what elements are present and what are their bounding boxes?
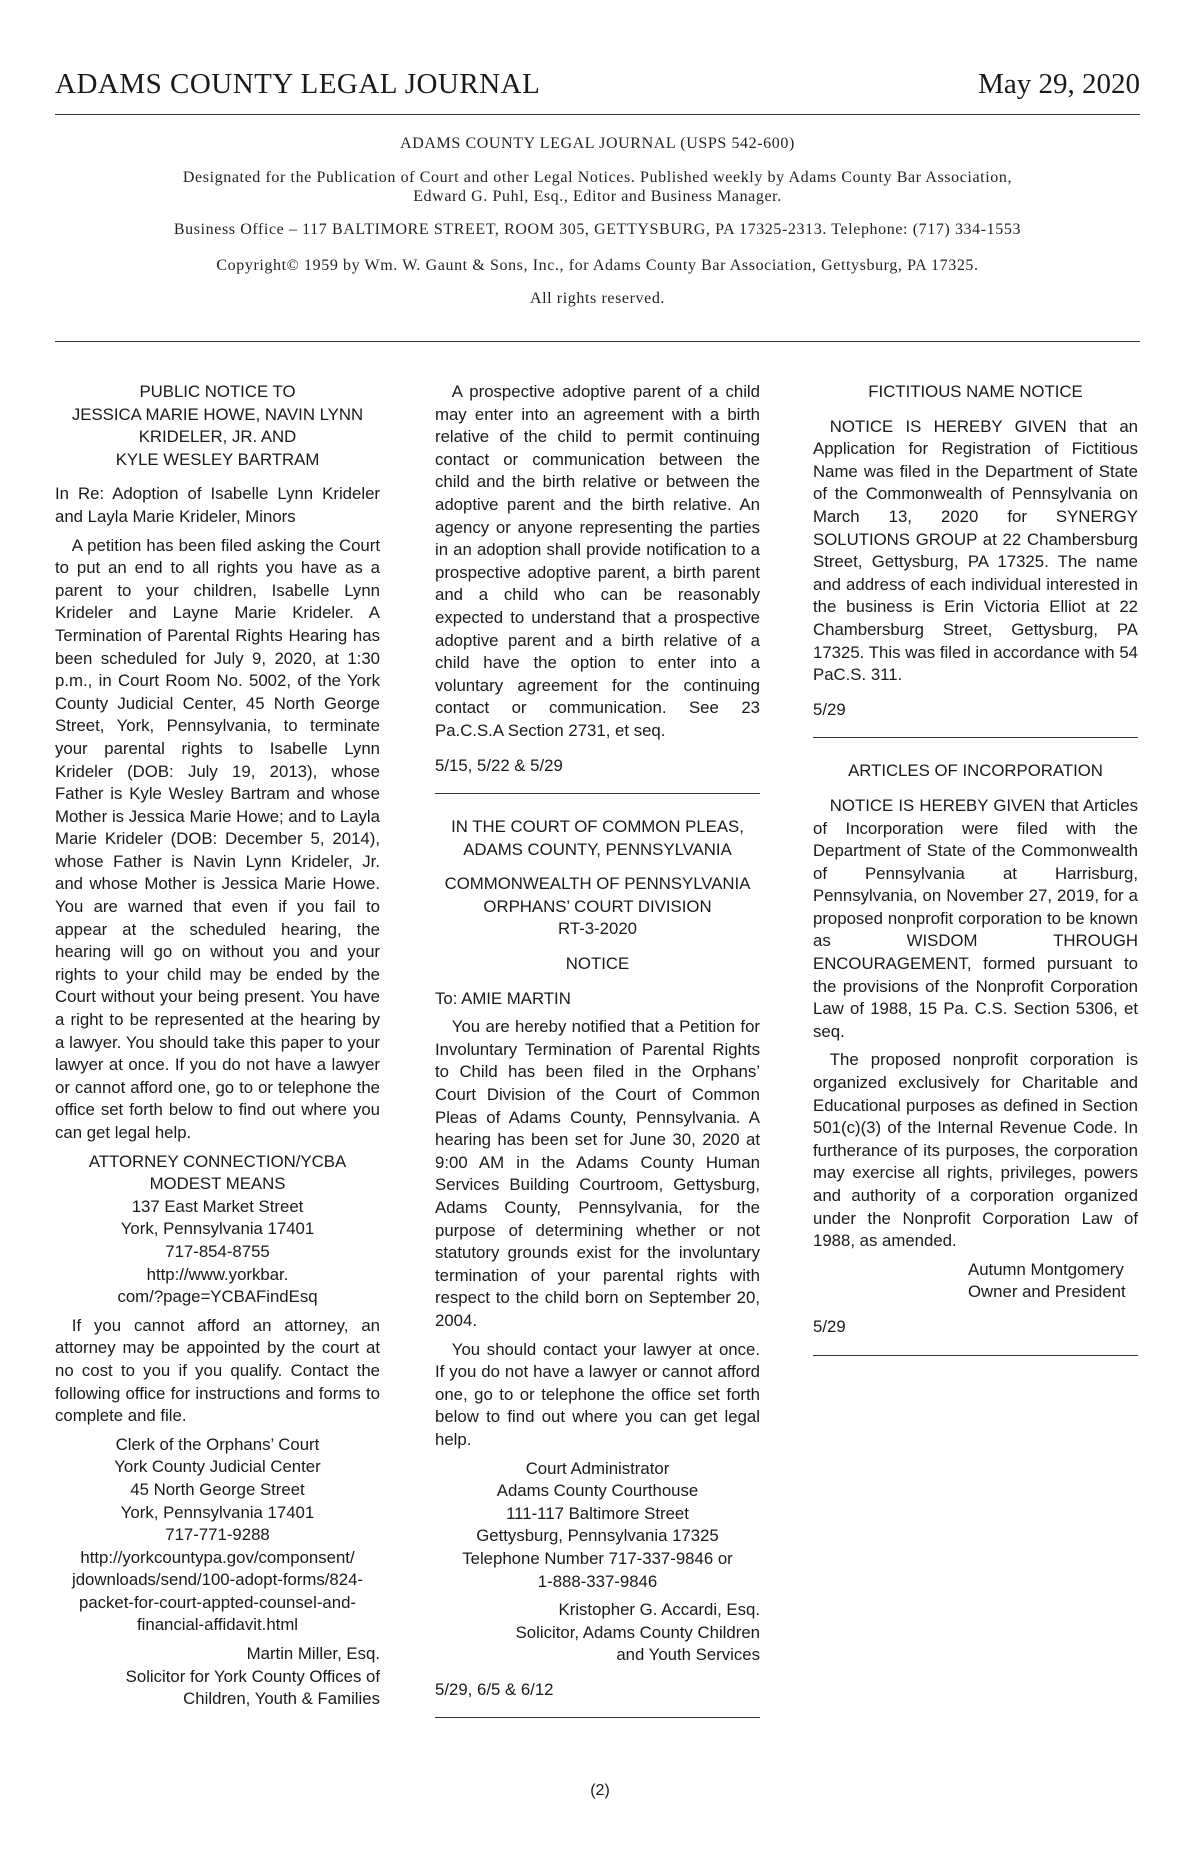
address-line: Adams County Courthouse bbox=[496, 1481, 699, 1501]
heading-line: COMMONWEALTH OF PENNSYLVANIA bbox=[444, 874, 751, 894]
column-1 bbox=[55, 381, 380, 1717]
heading-line: ORPHANS’ COURT DIVISION bbox=[483, 896, 712, 916]
notice-heading: FICTITIOUS NAME NOTICE bbox=[868, 382, 1083, 401]
address-line: Telephone Number 717-337-9846 or bbox=[462, 1548, 733, 1568]
signature-block bbox=[813, 1259, 1138, 1304]
signature-block bbox=[435, 1599, 760, 1667]
division-heading bbox=[435, 873, 760, 941]
notice-title: NOTICE bbox=[565, 954, 630, 974]
signature-line: Children, Youth & Families bbox=[183, 1689, 380, 1709]
notice-body: You should contact your lawyer at once. If you do not have a lawyer or cannot afford one, go to or telephone the office set forth below to find out where you can get legal help. bbox=[435, 1339, 760, 1449]
notice-divider bbox=[435, 793, 760, 794]
masthead-editor: Edward G. Puhl, Esq., Editor and Business Manager. bbox=[413, 188, 782, 205]
notice-body: NOTICE IS HEREBY GIVEN that Articles of Incorporation were filed with the Department of State of the Commonwealth of Pennsylvania at Harrisburg, Pennsylvania, on November 27, 2019, for a proposed nonprofit corporation to be known as WISDOM THROUGH ENCOURAGEMENT, formed pursuant to the provisions of the Nonprofit Corporation Law of 1988, 15 Pa. C.S. Section 5306, et seq. bbox=[813, 795, 1138, 1041]
notice-divider bbox=[813, 737, 1138, 738]
notice-divider bbox=[813, 1355, 1138, 1356]
heading-line: RT-3-2020 bbox=[558, 919, 637, 939]
publication-dates: 5/15, 5/22 & 5/29 bbox=[435, 755, 563, 775]
masthead bbox=[55, 134, 1140, 308]
address-line: 111-117 Baltimore Street bbox=[506, 1503, 689, 1523]
signature-line: Solicitor, Adams County Children bbox=[515, 1622, 760, 1642]
column-3 bbox=[813, 381, 1138, 1378]
publication-dates: 5/29 bbox=[813, 699, 846, 719]
masthead-publication: ADAMS COUNTY LEGAL JOURNAL (USPS 542-600) bbox=[400, 135, 795, 152]
notice-body: The proposed nonprofit corporation is organized exclusively for Charitable and Educational purposes as defined in Section 501(c)(3) of the Internal Revenue Code. In furtherance of its purposes, the corporation may exercise all rights, privileges, powers and authority of a corporation organized under the Nonprofit Corporation Law of 1988, as amended. bbox=[813, 1050, 1138, 1251]
in-re-caption: In Re: Adoption of Isabelle Lynn Krideler and Layla Marie Krideler, Minors bbox=[55, 484, 380, 526]
address-line: http://yorkcountypa.gov/componsent/ bbox=[80, 1547, 355, 1567]
address-line: http://www.yorkbar. bbox=[146, 1264, 289, 1284]
notice-body: A prospective adoptive parent of a child may enter into an agreement with a birth relative of the child to permit continuing contact or communication between the child and the birth relative or between the adoptive parent and the birth relative. An agency or anyone representing the parties in an adoption shall provide notification to a prospective adoptive parent, a birth parent and a child who can be reasonably expected to understand that a prospective adoptive parent and a birth relative of a child have the option to enter into a voluntary agreement for the continuing contact or communication. See 23 Pa.C.S.A Section 2731, et seq. bbox=[435, 382, 760, 740]
journal-title: ADAMS COUNTY LEGAL JOURNAL bbox=[55, 68, 541, 100]
address-line: 1-888-337-9846 bbox=[537, 1571, 658, 1591]
column-2 bbox=[435, 381, 760, 1740]
address-line: financial-affidavit.html bbox=[136, 1615, 299, 1635]
journal-header bbox=[55, 68, 1140, 115]
heading-line: KRIDELER, JR. AND bbox=[138, 427, 297, 447]
publication-dates: 5/29 bbox=[813, 1316, 846, 1336]
signature-line: Martin Miller, Esq. bbox=[246, 1644, 380, 1664]
signature-line: Autumn Montgomery bbox=[968, 1259, 1124, 1279]
notice-body: If you cannot afford an attorney, an attorney may be appointed by the court at no cost to you if you qualify. Contact the following office for instructions and forms to complete and file. bbox=[55, 1315, 380, 1426]
address-line: 717-854-8755 bbox=[165, 1241, 270, 1261]
clerk-address bbox=[55, 1434, 380, 1637]
court-administrator-address bbox=[435, 1458, 760, 1594]
notice-divider bbox=[435, 1717, 760, 1718]
address-line: com/?page=YCBAFindEsq bbox=[117, 1287, 318, 1307]
masthead-divider bbox=[55, 341, 1140, 342]
address-line: ATTORNEY CONNECTION/YCBA bbox=[88, 1151, 347, 1171]
address-line: Clerk of the Orphans’ Court bbox=[115, 1434, 320, 1454]
masthead-copyright: Copyright© 1959 by Wm. W. Gaunt & Sons, Inc., for Adams County Bar Association, Gettysburg, PA 17325. bbox=[216, 257, 979, 274]
address-line: York County Judicial Center bbox=[114, 1457, 321, 1477]
heading-line: ADAMS COUNTY, PENNSYLVANIA bbox=[463, 839, 732, 859]
signature-line: Owner and President bbox=[968, 1282, 1126, 1302]
signature-line: Kristopher G. Accardi, Esq. bbox=[558, 1600, 760, 1620]
address-line: York, Pennsylvania 17401 bbox=[120, 1219, 315, 1239]
notice-body: A petition has been filed asking the Court to put an end to all rights you have as a parent to your children, Isabelle Lynn Krideler and Layne Marie Krideler. A Termination of Parental Rights Hearing has been scheduled for July 9, 2020, at 1:30 p.m., in Court Room No. 5002, of the York County Judicial Center, 45 North George Street, York, Pennsylvania, to terminate your parental rights to Isabelle Lynn Krideler (DOB: July 19, 2013), whose Father is Kyle Wesley Bartram and whose Mother is Jessica Marie Howe; and to Layla Marie Krideler (DOB: December 5, 2014), whose Father is Navin Lynn Krideler, Jr. and whose Mother is Jessica Marie Howe. You are warned that even if you fail to appear at the scheduled hearing, the hearing will go on without you and your rights to your child may be ended by the Court without your being present. You have a right to be represented at the hearing by a lawyer. You should take this paper to your lawyer at once. If you do not have a lawyer or cannot afford one, go to or telephone the office set forth below to find out where you can get legal help. bbox=[55, 535, 380, 1142]
address-line: 45 North George Street bbox=[130, 1479, 305, 1499]
page-number: (2) bbox=[590, 1782, 610, 1799]
attorney-connection-address bbox=[55, 1151, 380, 1309]
heading-line: IN THE COURT OF COMMON PLEAS, bbox=[451, 817, 744, 837]
notice-body: You are hereby notified that a Petition for Involuntary Termination of Parental Rights to Child has been filed in the Orphans’ Court Division of the Court of Common Pleas of Adams County, Pennsylvania. A hearing has been set for June 30, 2020 at 9:00 AM in the Adams County Human Services Building Courtroom, Gettysburg, Adams County, Pennsylvania, for the purpose of determining whether or not statutory grounds exist for the involuntary termination of your parental rights with respect to the child born on September 20, 2004. bbox=[435, 1017, 760, 1330]
address-line: Court Administrator bbox=[525, 1458, 670, 1478]
notice-heading: ARTICLES OF INCORPORATION bbox=[848, 761, 1103, 781]
signature-line: Solicitor for York County Offices of bbox=[125, 1666, 380, 1686]
address-line: jdownloads/send/100-adopt-forms/824- bbox=[71, 1570, 364, 1590]
court-heading bbox=[435, 816, 760, 861]
address-line: 717-771-9288 bbox=[165, 1525, 270, 1545]
signature-line: and Youth Services bbox=[616, 1645, 760, 1665]
publication-dates: 5/29, 6/5 & 6/12 bbox=[435, 1679, 554, 1699]
address-line: 137 East Market Street bbox=[131, 1196, 304, 1216]
heading-line: JESSICA MARIE HOWE, NAVIN LYNN bbox=[71, 404, 364, 424]
notice-heading bbox=[55, 381, 380, 471]
signature-block bbox=[55, 1643, 380, 1711]
masthead-designation: Designated for the Publication of Court and other Legal Notices. Published weekly by Adams County Bar Association, bbox=[182, 169, 1013, 186]
notice-body: NOTICE IS HEREBY GIVEN that an Application for Registration of Fictitious Name was filed in the Department of State of the Commonwealth of Pennsylvania on March 13, 2020 for SYNERGY SOLUTIONS GROUP at 22 Chambersburg Street, Gettysburg, PA 17325. The name and address of each individual interested in the business is Erin Victoria Elliot at 22 Chambersburg Street, Gettysburg, PA 17325. This was filed in accordance with 54 PaC.S. 311. bbox=[813, 416, 1138, 685]
masthead-rights: All rights reserved. bbox=[529, 290, 666, 307]
issue-date: May 29, 2020 bbox=[978, 68, 1140, 100]
address-line: Gettysburg, Pennsylvania 17325 bbox=[476, 1526, 719, 1546]
heading-line: KYLE WESLEY BARTRAM bbox=[115, 449, 320, 469]
address-line: York, Pennsylvania 17401 bbox=[120, 1502, 315, 1522]
masthead-business-office: Business Office – 117 BALTIMORE STREET, ROOM 305, GETTYSBURG, PA 17325-2313. Telephone: (717) 334-1553 bbox=[173, 221, 1022, 238]
address-line: MODEST MEANS bbox=[149, 1174, 286, 1194]
address-line: packet-for-court-appted-counsel-and- bbox=[78, 1592, 357, 1612]
heading-line: PUBLIC NOTICE TO bbox=[139, 382, 296, 401]
notice-recipient: To: AMIE MARTIN bbox=[435, 988, 571, 1008]
